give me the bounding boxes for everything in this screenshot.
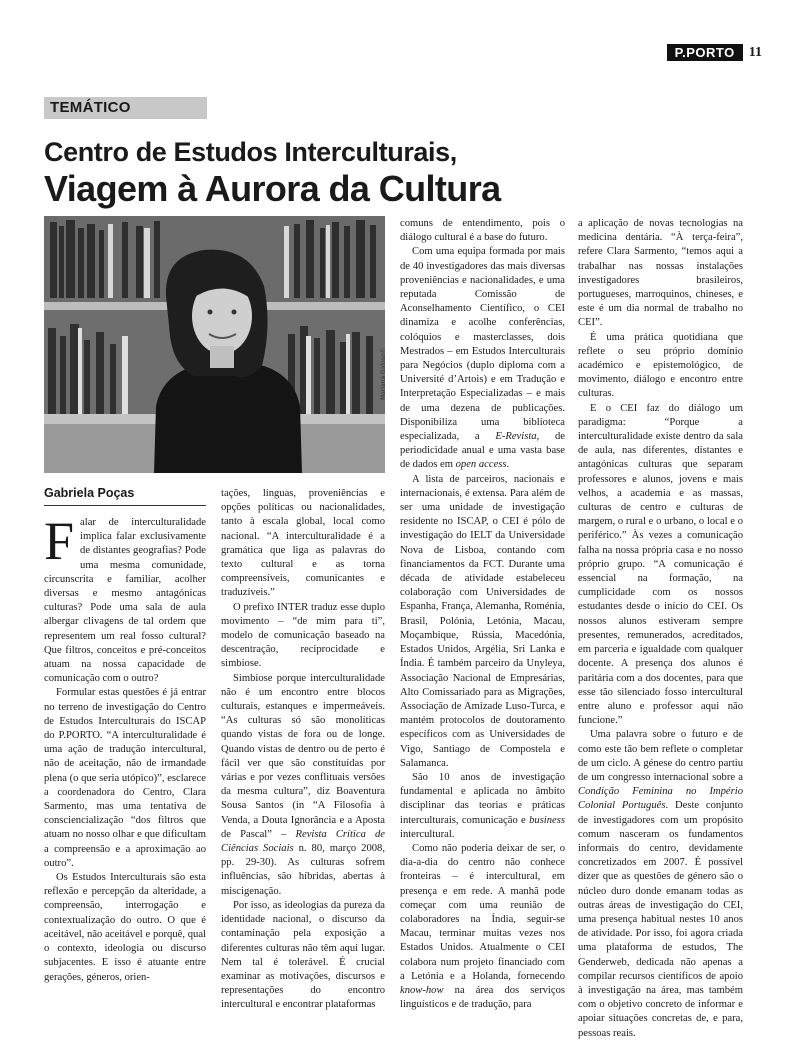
paragraph xyxy=(578,728,743,1040)
portrait-illustration xyxy=(44,216,385,473)
article-column-2 xyxy=(221,487,386,1011)
paragraph: Formular estas questões é já entrar no terreno de investigação do Centro de Estudos Interculturais do ISCAP do P.PORTO. “A interculturalidade é uma ação de tradução intercultural, não de aceitação, não de irmandade plena (o que seria utópico)”, esclarece a coordenadora do Centro, Clara Sarmento, mas uma tentativa de consciencialização “dos filtros que atuam no nosso olhar e que dificultam a compreensão e a aproximação ao outro”. xyxy=(44,687,206,869)
paragraph-text: alar de interculturalidade implica falar exclusivamente de distantes geografias? Pode uma mesma comunidade, circunscrita e familiar, acolher diversas e mesmo antagónicas culturas? Pode uma sala de aula albergar clivagens de tal ordem que representem um real fosso cultural? Que filtros, conceitos e pré-conceitos atuam na nossa capacidade de comunicação com o outro? xyxy=(44,517,206,685)
paragraph xyxy=(400,842,565,1012)
article-column-1 xyxy=(44,511,206,983)
masthead xyxy=(667,44,762,61)
paragraph: Por isso, as ideologias da pureza da identidade nacional, o discurso da contaminação pela exposição a diferentes culturas não têm aqui lugar. Nem tal é tolerável. É crucial examinar as motivações, discursos e representações do encontro intercultural e encontrar plataformas xyxy=(221,899,385,1011)
portrait-photo xyxy=(44,216,385,473)
publication-title: E-Revista xyxy=(495,431,537,443)
italic-term: open access xyxy=(455,459,507,471)
paragraph: Os Estudos Interculturais são esta reflexão e percepção da alteridade, a compreensão, interrogação e contextualização do outro. O que é aceitável, não aceitável e porquê, qual o contexto, ideologia ou discurso subjacentes. E isso é atuante entre gerações, géneros, orien- xyxy=(44,872,206,983)
paragraph-text: São 10 anos de investigação fundamental e aplicada no âmbito disciplinar das teorias e práticas interculturais, comunicação e xyxy=(400,771,565,826)
publication-title: Revista Crítica de Ciências Sociais xyxy=(221,828,386,855)
paragraph-text: . Deste conjunto de investigadores com um propósito comum nasceram os fundamentos informais do centro, devidamente concretizados em 2007. É possível dizer que as questões de género são o núcleo duro donde emanam todas as outras áreas de investigação do CEI, uma presença habitual nestes 10 anos de atividade. Por isso, foi agora criada uma plataforma de estudos, The Genderweb, dedicada não apenas a compilar recursos científicos de apoio à investigação na área, mas também com o objetivo concreto de informar e apoiar situações concretas de, e para, pessoas reais. xyxy=(578,800,744,1039)
headline-title: Viagem à Aurora da Cultura xyxy=(44,168,501,209)
drop-cap: F xyxy=(44,511,75,571)
italic-term: know-how xyxy=(400,984,444,996)
italic-term: business xyxy=(529,814,565,826)
byline: Gabriela Poças xyxy=(44,486,135,500)
paragraph: A lista de parceiros, nacionais e internacionais, é extensa. Para além de ser uma unidade de investigação residente no ISCAP, o CEI é pólo de investigação do IELT da Universidade Nova de Lisboa, contando com financiamentos da FCT. Durante uma década de atividade estabeleceu colaboração com Universidades de Espanha, França, Alemanha, Roménia, Brasil, Polónia, Letónia, Macau, Moçambique, Rússia, Macedónia, Estados Unidos, Argélia, Sri Lanka e Índia. É também parceiro da Unyleya, Associação Nacional de Empresárias, Alto Comissariado para as Migrações, Associação de Amizade Luso-Turca, e mantém protocolos de doutoramento específicos com as Universidades de Vigo, Santiago de Compostela e Salamanca. xyxy=(400,473,565,769)
paragraph-text: na área dos serviços linguísticos e de tradução, para xyxy=(400,984,565,1011)
paragraph: a aplicação de novas tecnologias na medicina dentária. “À terça-feira”, refere Clara Sarmento, “temos aqui a trabalhar nas nossas instalações investigadores brasileiros, portugueses, marroquinos, chineses, e este é um dia normal de trabalho no CEI”. xyxy=(578,218,743,329)
paragraph xyxy=(221,672,385,899)
paragraph-text: Com uma equipa formada por mais de 40 investigadores das mais diversas proveniências e nacionalidades, e uma reputada Comissão de Aconselhamento Científico, o CEI dinamiza e acolhe conferências, colóquios e masterclasses, dois Mestrados – em Estudos Interculturais para Negócios (duplo diploma com a Université d’Artois) e em Tradução e Interpretação Especializadas – e mais de uma dezena de publicações. Disponibiliza uma biblioteca especializada, a xyxy=(400,246,565,443)
paragraph-text: , de periodicidade anual e uma vasta base de dados em xyxy=(400,431,565,471)
paragraph: tações, línguas, proveniências e opções políticas ou nacionalidades, tanto à escala global, local como nacional. “A interculturalidade é a gramática que liga as palavras do texto cultural e as torna compreensíveis, comunicantes e traduzíveis.” xyxy=(221,488,385,599)
section-tag-label: TEMÁTICO xyxy=(50,99,131,116)
paragraph-text: Uma palavra sobre o futuro e de como este tão bem reflete o completar de um ciclo. A génese do centro partiu de um congresso internacional sobre a xyxy=(578,729,743,783)
paragraph: comuns de entendimento, pois o diálogo cultural é a base do futuro. xyxy=(400,218,565,244)
paragraph: É uma prática quotidiana que reflete o seu próprio domínio académico e epistemológico, de movimento, diálogo e encontro entre culturas. xyxy=(578,331,743,400)
paragraph-text: . xyxy=(506,459,510,471)
photo-credit: Mariana Galoso© xyxy=(380,347,387,400)
section-tag xyxy=(44,97,207,119)
byline-divider xyxy=(44,505,206,506)
paragraph xyxy=(400,245,565,472)
page-number: 11 xyxy=(748,44,762,60)
paragraph-text: intercultural. xyxy=(400,828,455,840)
brand-logo: P.PORTO xyxy=(667,44,743,61)
paragraph-text: Simbiose porque interculturalidade não é um encontro entre blocos culturais, estanques e impermeáveis. “As culturas só são monolíticas quando vistas de fora ou de longe. Quando vistas de dentro ou de perto é fácil ver que são constituídas por várias e por vezes conflituais versões da mesma cultura”, diz Boaventura Sousa Santos (in “A Filosofia à Venda, a Douta Ignorância e a Aposta de Pascal” – xyxy=(221,672,385,840)
article-column-3 xyxy=(400,217,565,1011)
paragraph-text: Como não poderia deixar de ser, o dia-a-dia do centro não conhece fronteiras – é intercultural, em presença e em rede. A manhã pode começar com uma reunião de colaboradores na Índia, seguir-se Macau, terminar muitas vezes nos Estados Unidos. Atualmente o CEI colabora num projeto financiado com a Letónia e a Holanda, fornecendo xyxy=(400,842,565,982)
article-column-4 xyxy=(578,217,744,1039)
paragraph xyxy=(44,511,206,686)
paragraph: E o CEI faz do diálogo um paradigma: “Porque a interculturalidade existe dentro da sala de aula, nas diferentes, distantes e antagónicas culturas que separam professores e alunos, jovens e mais velhos, a academia e as massas, culturas de centro e culturas de margem, o rural e o urbano, o local e o periférico.” Às vezes a comunicação falha na nossa própria casa e no nosso próprio grupo. “A comunicação é essencial na formação, na cumplicidade com os nossos estudantes desde o início do CEI. Os nossos alunos estiveram sempre presentes, remunerados, acreditados, em parceria e igualdade com qualquer docente. A presença dos alunos é paritária com a dos docentes, para que esse tão silenciado fosso intercultural entre aluno e professor aqui não funcione.” xyxy=(578,402,743,727)
headline-kicker: Centro de Estudos Interculturais, xyxy=(44,137,457,167)
paragraph-text: n. 80, março 2008, pp. 29-30). As culturas sofrem influências, são híbridas, abertas à miscigenação. xyxy=(221,843,385,897)
paragraph: O prefixo INTER traduz esse duplo movimento – “de mim para ti”, modelo de comunicação baseado na descentração, reciprocidade e simbiose. xyxy=(221,601,385,670)
paragraph xyxy=(400,771,565,842)
publication-title: Condição Feminina no Império Colonial Português xyxy=(578,786,743,812)
